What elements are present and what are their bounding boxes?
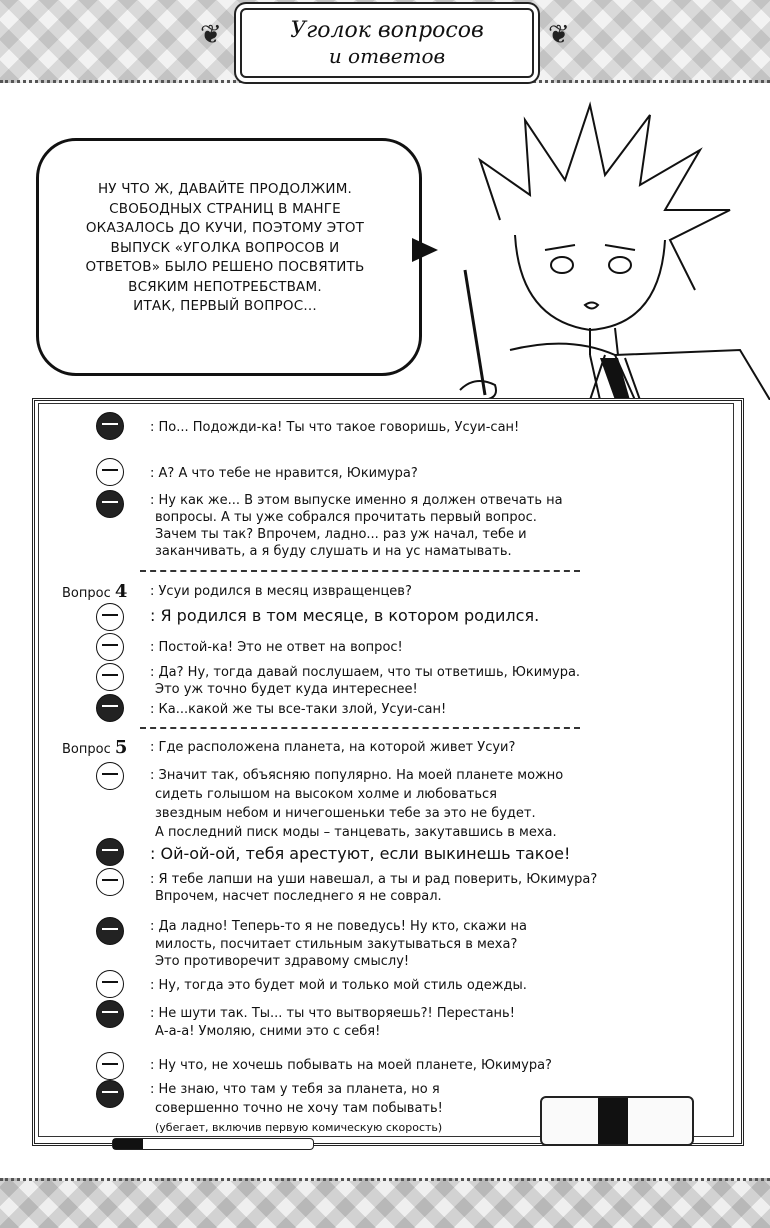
yukimura-face-icon: [96, 412, 124, 440]
dialogue-line: А-а-а! Умоляю, сними это с себя!: [155, 1024, 381, 1039]
usui-face-icon: [96, 970, 124, 998]
dialogue-line: вопросы. А ты уже собрался прочитать первый вопрос.: [155, 510, 537, 525]
intro-line: ОТВЕТОВ» БЫЛО РЕШЕНО ПОСВЯТИТЬ: [85, 259, 365, 275]
usui-face-icon: [96, 762, 124, 790]
dialogue-line: : Постой-ка! Это не ответ на вопрос!: [150, 640, 403, 655]
dashed-divider: [140, 727, 580, 729]
dialogue-line: : Ка...какой же ты все-таки злой, Усуи-сан!: [150, 702, 447, 717]
intro-text: [60, 180, 390, 317]
usui-character-illustration: [440, 100, 770, 400]
title-banner: [240, 8, 534, 78]
dialogue-line: : Не знаю, что там у тебя за планета, но я: [150, 1082, 440, 1097]
speech-bubble-tail: [412, 238, 438, 262]
question-text: : Усуи родился в месяц извращенцев?: [150, 584, 412, 599]
dialogue-line: Впрочем, насчет последнего я не соврал.: [155, 889, 442, 904]
dialogue-line: : Я тебе лапши на уши навешал, а ты и рад поверить, Юкимура?: [150, 872, 598, 887]
intro-line: ОКАЗАЛОСЬ ДО КУЧИ, ПОЭТОМУ ЭТОТ: [85, 220, 365, 236]
intro-line: ИТАК, ПЕРВЫЙ ВОПРОС...: [133, 298, 317, 314]
question-5-label: [62, 737, 127, 758]
dialogue-line: : Ну, тогда это будет мой и только мой стиль одежды.: [150, 978, 527, 993]
yukimura-face-icon: [96, 1000, 124, 1028]
intro-line: ВЫПУСК «УГОЛКА ВОПРОСОВ И: [110, 239, 340, 256]
dashed-divider: [140, 570, 580, 572]
usui-face-icon: [96, 633, 124, 661]
usui-face-icon: [96, 458, 124, 486]
answer-line: : Я родился в том месяце, в котором родился.: [150, 606, 540, 625]
board-eraser: [540, 1096, 694, 1146]
dialogue-line: : Значит так, объясняю популярно. На моей планете можно: [150, 768, 564, 783]
yukimura-face-icon: [96, 917, 124, 945]
dialogue-line: А последний писк моды – танцевать, закутавшись в меха.: [155, 825, 557, 840]
stage-direction: (убегает, включив первую комическую скорость): [155, 1121, 443, 1134]
dialogue-line: Это противоречит здравому смыслу!: [155, 954, 410, 969]
intro-line: НУ ЧТО Ж, ДАВАЙТЕ ПРОДОЛЖИМ.: [97, 181, 353, 197]
yukimura-face-icon: [96, 490, 124, 518]
question-number: 5: [114, 737, 128, 758]
intro-line: СВОБОДНЫХ СТРАНИЦ В МАНГЕ: [109, 200, 341, 217]
usui-face-icon: [96, 663, 124, 691]
question-label-text: Вопрос: [62, 742, 111, 757]
dialogue-line: милость, посчитает стильным закутываться в меха?: [155, 937, 518, 952]
swirl-ornament-right-icon: ❦: [548, 20, 570, 50]
usui-face-icon: [96, 603, 124, 631]
intro-line: ВСЯКИМ НЕПОТРЕБСТВАМ.: [128, 278, 322, 295]
dialogue-line: Зачем ты так? Впрочем, ладно... раз уж начал, тебе и: [155, 527, 527, 542]
dialogue-line: : По... Подожди-ка! Ты что такое говоришь, Усуи-сан!: [150, 420, 520, 435]
dialogue-line: : Да ладно! Теперь-то я не поведусь! Ну кто, скажи на: [150, 919, 528, 934]
swirl-ornament-left-icon: ❦: [200, 20, 222, 50]
question-label-text: Вопрос: [62, 586, 111, 601]
yukimura-face-icon: [96, 694, 124, 722]
usui-face-icon: [96, 1052, 124, 1080]
bottom-plaid-border: [0, 1178, 770, 1228]
question-4-label: [62, 581, 127, 602]
title-line2: и ответов: [328, 44, 446, 68]
title-line1: Уголок вопросов: [290, 18, 484, 43]
dialogue-line: : Ну как же... В этом выпуске именно я должен отвечать на: [150, 493, 563, 508]
dialogue-line: звездным небом и ничегошеньки тебе за это не будет.: [155, 806, 536, 821]
dialogue-line: : А? А что тебе не нравится, Юкимура?: [150, 466, 418, 481]
yukimura-face-icon: [96, 838, 124, 866]
dialogue-line: заканчивать, а я буду слушать и на ус наматывать.: [155, 544, 512, 559]
dialogue-line: : Ну что, не хочешь побывать на моей планете, Юкимура?: [150, 1058, 552, 1073]
question-text: : Где расположена планета, на которой живет Усуи?: [150, 740, 516, 755]
dialogue-line: : Ой-ой-ой, тебя арестуют, если выкинешь такое!: [150, 844, 571, 863]
dialogue-line: : Не шути так. Ты... ты что вытворяешь?! Перестань!: [150, 1006, 515, 1021]
dialogue-line: сидеть голышом на высоком холме и любоваться: [155, 787, 497, 802]
yukimura-face-icon: [96, 1080, 124, 1108]
dialogue-line: совершенно точно не хочу там побывать!: [155, 1101, 443, 1116]
dialogue-line: Это уж точно будет куда интереснее!: [155, 682, 418, 697]
dialogue-line: : Да? Ну, тогда давай послушаем, что ты ответишь, Юкимура.: [150, 665, 581, 680]
usui-face-icon: [96, 868, 124, 896]
question-number: 4: [114, 581, 128, 602]
chalk-stick: [112, 1138, 314, 1150]
